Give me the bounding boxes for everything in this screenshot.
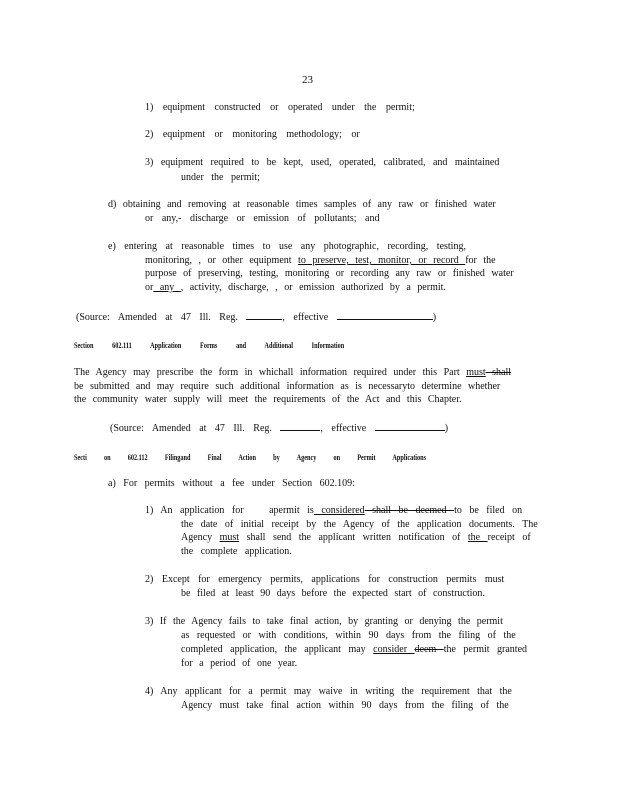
item-1-line-1: 1) An application for apermit is considered shall be deemed to be filed on (145, 505, 523, 516)
source-note-1: (Source: Amended at 47 Ill. Reg. , effective ) (76, 312, 437, 323)
item-4-line-2: Agency must take final action within 90 days from the filing of the (181, 700, 509, 711)
item-e-line-2: monitoring, , or other equipment to preserve, test, monitor, or record for the (145, 255, 496, 266)
item-d-line-2: or any,- discharge or emission of pollutants; and (145, 213, 380, 224)
page-number: 23 (302, 74, 313, 86)
sub-item-1: 1) equipment constructed or operated under the permit; (145, 102, 415, 113)
item-e-line-3: purpose of preserving, testing, monitoring or recording any raw or finished water (145, 268, 514, 279)
section-602-111-heading: Section 602.111 Application Forms and Additional Information (74, 341, 345, 350)
item-3-line-4: for a period of one year. (181, 658, 298, 669)
item-2-line-2: be filed at least 90 days before the expected start of construction. (181, 588, 485, 599)
source-note-2: (Source: Amended at 47 Ill. Reg. , effective ) (110, 423, 449, 434)
item-1-line-4: the complete application. (181, 546, 292, 557)
sub-item-3: 3) equipment required to be kept, used, operated, calibrated, and maintained (145, 157, 500, 168)
item-1-line-2: the date of initial receipt by the Agency of the application documents. The (181, 519, 538, 530)
sub-item-3-cont: under the permit; (181, 172, 260, 183)
item-d-line-1: d) obtaining and removing at reasonable times samples of any raw or finished water (108, 199, 496, 210)
section-602-112-heading: Secti on 602.112 Filingand Final Action by Agency on Permit Applications (74, 453, 427, 462)
section-602-111-line-2: be submitted and may require such additional information as is necessaryto determine whether (74, 381, 501, 392)
item-3-line-1: 3) If the Agency fails to take final action, by granting or denying the permit (145, 616, 503, 627)
item-e-line-4: or any , activity, discharge, , or emission authorized by a permit. (145, 282, 446, 293)
section-602-111-line-3: the community water supply will meet the requirements of the Act and this Chapter. (74, 394, 462, 405)
sub-item-2: 2) equipment or monitoring methodology; or (145, 129, 360, 140)
item-2-line-1: 2) Except for emergency permits, applications for construction permits must (145, 574, 505, 585)
section-602-111-line-1: The Agency may prescribe the form in whichall information required under this Part must shall (74, 367, 512, 378)
item-3-line-3: completed application, the applicant may consider deem the permit granted (181, 644, 528, 655)
item-1-line-3: Agency must shall send the applicant written notification of the receipt of (181, 532, 531, 543)
item-3-line-2: as requested or with conditions, within 90 days from the filing of the (181, 630, 516, 641)
item-e-line-1: e) entering at reasonable times to use any photographic, recording, testing, (108, 241, 466, 252)
item-a: a) For permits without a fee under Section 602.109: (108, 478, 355, 489)
item-4-line-1: 4) Any applicant for a permit may waive in writing the requirement that the (145, 686, 512, 697)
